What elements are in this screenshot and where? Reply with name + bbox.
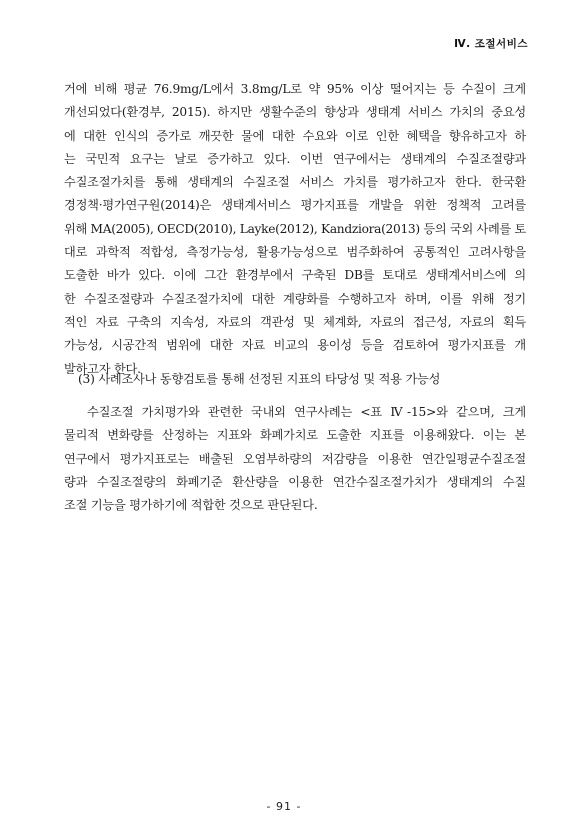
paragraph-line: 량과 수질조절량의 화폐기준 환산량을 이용한 연간수질조절가치가 생태계의 수질 xyxy=(64,474,526,489)
paragraph-line: 수질조절 가치평가와 관련한 국내외 연구사례는 <표 Ⅳ-15>와 같으며, 크게 xyxy=(87,405,526,419)
paragraph-line: 경정책·평가연구원(2014)은 생태계서비스 평가지표를 개발을 위한 정책적 고려를 xyxy=(64,198,526,213)
paragraph-line: 발하고자 한다. xyxy=(64,361,141,376)
paragraph-line: 수질조절가치를 통해 생태계의 수질조절 서비스 가치를 평가하고자 한다. 한국환 xyxy=(64,175,526,190)
paragraph-line: 에 대한 인식의 증가로 깨끗한 물에 대한 수요와 이로 인한 혜택을 향유하고자 하 xyxy=(64,128,526,143)
paragraph-line: 도출한 바가 있다. 이에 그간 환경부에서 구축된 DB를 토대로 생태계서비스에 의 xyxy=(64,268,526,283)
paragraph-1 xyxy=(64,78,526,381)
paragraph-line: 적인 자료 구축의 지속성, 자료의 객관성 및 체계화, 자료의 접근성, 자료의 획득 xyxy=(64,314,526,329)
paragraph-line: 는 국민적 요구는 날로 증가하고 있다. 이번 연구에서는 생태계의 수질조절량과 xyxy=(64,151,526,166)
paragraph-2 xyxy=(64,401,526,517)
section-header: Ⅳ. 조절서비스 xyxy=(454,38,528,50)
paragraph-line: 물리적 변화량를 산정하는 지표와 화폐가치로 도출한 지표를 이용해왔다. 이는 본 xyxy=(64,428,526,443)
paragraph-line: 가능성, 시공간적 범위에 대한 자료 비교의 용이성 등을 검토하여 평가지표를 개 xyxy=(64,338,526,353)
paragraph-line: 개선되었다(환경부, 2015). 하지만 생활수준의 향상과 생태계 서비스 가치의 중요성 xyxy=(64,105,526,120)
paragraph-line: 거에 비해 평균 76.9mg/L에서 3.8mg/L로 약 95% 이상 떨어지는 등 수질이 크게 xyxy=(64,82,526,96)
paragraph-line: 조절 기능을 평가하기에 적합한 것으로 판단된다. xyxy=(64,498,318,513)
subsection-heading: (3) 사례조사나 동향검토를 통해 선정된 지표의 타당성 및 적용 가능성 xyxy=(78,372,441,386)
page-number: - 91 - xyxy=(266,800,302,813)
paragraph-line: 위해 MA(2005), OECD(2010), Layke(2012), Kandziora(2013) 등의 국외 사례를 토 xyxy=(64,221,526,236)
paragraph-line: 연구에서 평가지표로는 배출된 오염부하량의 저감량을 이용한 연간일평균수질조절 xyxy=(64,451,526,466)
paragraph-line: 대로 과학적 적합성, 측정가능성, 활용가능성으로 범주화하여 공통적인 고려사항을 xyxy=(64,245,526,260)
paragraph-line: 한 수질조절량과 수질조절가치에 대한 계량화를 수행하고자 하며, 이를 위해 정기 xyxy=(64,291,526,306)
